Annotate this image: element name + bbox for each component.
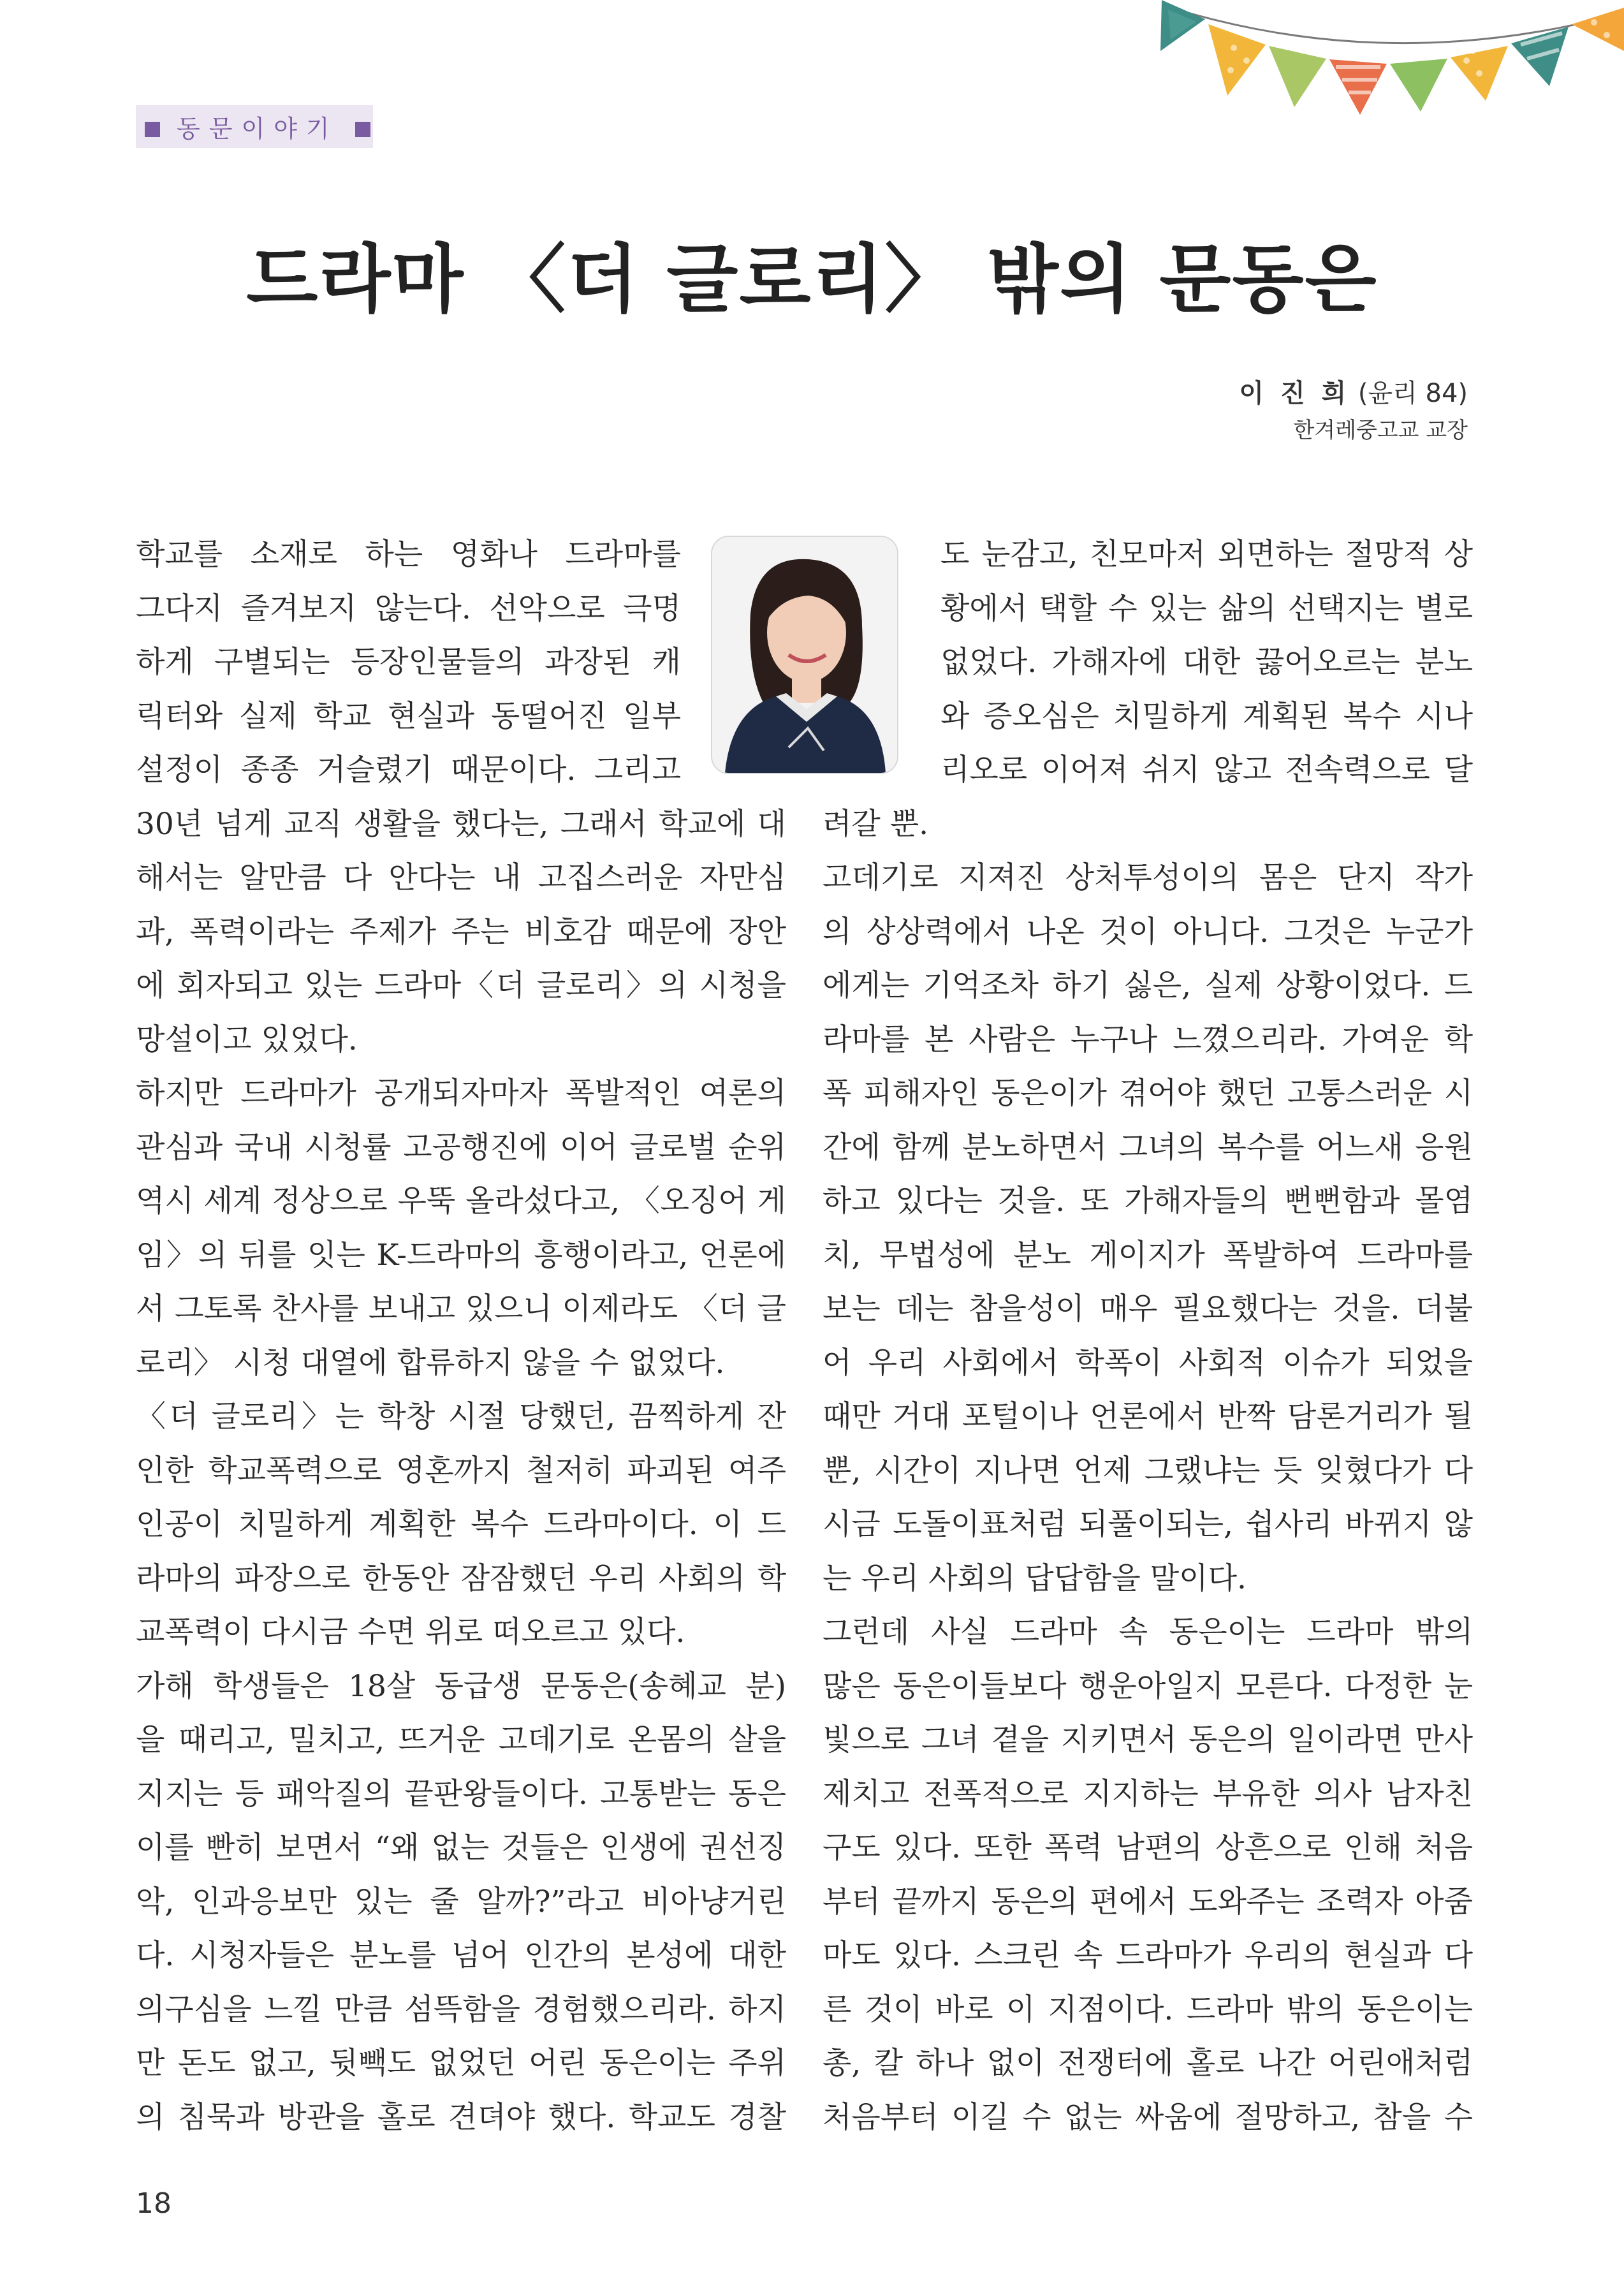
text-line: 에 회자되고 있는 드라마〈더 글로리〉의 시청을 — [136, 968, 786, 1003]
text-line: 하지만 드라마가 공개되자마자 폭발적인 여론의 — [136, 1076, 786, 1111]
section-tag-label: 동문이야기 — [177, 114, 339, 143]
text-line: 간에 함께 분노하면서 그녀의 복수를 어느새 응원 — [823, 1129, 1473, 1165]
text-line: 고데기로 지져진 상처투성이의 몸은 단지 작가 — [823, 860, 1473, 895]
text-line: 학교를 소재로 하는 영화나 드라마를 — [136, 537, 681, 572]
text-line: 이를 빤히 보면서 “왜 없는 것들은 인생에 권선징 — [136, 1830, 786, 1865]
text-line: 임〉의 뒤를 잇는 K-드라마의 흥행이라고, 언론에 — [136, 1237, 786, 1273]
text-line: 라마를 본 사람은 누구나 느꼈으리라. 가여운 학 — [823, 1022, 1473, 1057]
text-line: 많은 동은이들보다 행운아일지 모른다. 다정한 눈 — [823, 1668, 1473, 1704]
text-line: 릭터와 실제 학교 현실과 동떨어진 일부 — [136, 698, 681, 734]
section-tag — [136, 107, 373, 145]
text-line: 어 우리 사회에서 학폭이 사회적 이슈가 되었을 — [823, 1345, 1473, 1381]
text-line: 설정이 종종 거슬렸기 때문이다. 그리고 — [136, 752, 681, 788]
text-line: 그런데 사실 드라마 속 동은이는 드라마 밖의 — [823, 1615, 1473, 1650]
page-number: 18 — [136, 2187, 172, 2220]
text-line: 총, 칼 하나 없이 전쟁터에 홀로 나간 어린애처럼 — [823, 2046, 1473, 2081]
text-line: 도 눈감고, 친모마저 외면하는 절망적 상 — [940, 537, 1473, 572]
text-line: 30년 넘게 교직 생활을 했다는, 그래서 학교에 대 — [136, 806, 786, 842]
text-line: 때만 거대 포털이나 언론에서 반짝 담론거리가 될 — [823, 1399, 1473, 1434]
text-line: 시금 도돌이표처럼 되풀이되는, 쉽사리 바뀌지 않 — [823, 1507, 1473, 1542]
text-line: 구도 있다. 또한 폭력 남편의 상흔으로 인해 처음 — [823, 1830, 1473, 1865]
text-line: 만 돈도 없고, 뒷빽도 없었던 어린 동은이는 주위 — [136, 2046, 786, 2081]
text-line: 보는 데는 참을성이 매우 필요했다는 것을. 더불 — [823, 1291, 1473, 1326]
text-line: 인한 학교폭력으로 영혼까지 철저히 파괴된 여주 — [136, 1453, 786, 1488]
text-line: 망설이고 있었다. — [136, 1022, 358, 1057]
text-line: 그다지 즐겨보지 않는다. 선악으로 극명 — [136, 590, 681, 626]
text-line: 라마의 파장으로 한동안 잠잠했던 우리 사회의 학 — [136, 1560, 786, 1596]
text-line: 빛으로 그녀 곁을 지키면서 동은의 일이라면 만사 — [823, 1722, 1473, 1757]
text-line: 려갈 뿐. — [823, 806, 929, 842]
left-column — [136, 528, 786, 2145]
text-line: 을 때리고, 밀치고, 뜨거운 고데기로 온몸의 살을 — [136, 1722, 786, 1757]
text-line: 과, 폭력이라는 주제가 주는 비호감 때문에 장안 — [136, 914, 786, 950]
text-line: 른 것이 바로 이 지점이다. 드라마 밖의 동은이는 — [823, 1991, 1473, 2027]
text-line: 지지는 등 패악질의 끝판왕들이다. 고통받는 동은 — [136, 1776, 786, 1812]
author-affiliation: (윤리 84) — [1357, 379, 1468, 408]
text-line: 제치고 전폭적으로 지지하는 부유한 의사 남자친 — [823, 1776, 1473, 1812]
article-title: 드라마 〈더 글로리〉 밖의 문동은 — [246, 237, 1378, 323]
text-line: 의 상상력에서 나온 것이 아니다. 그것은 누군가 — [823, 914, 1473, 950]
right-column — [823, 528, 1473, 2145]
text-line: 황에서 택할 수 있는 삶의 선택지는 별로 — [940, 590, 1473, 626]
text-line: 에게는 기억조차 하기 싫은, 실제 상황이었다. 드 — [823, 968, 1473, 1003]
text-line: 로리〉 시청 대열에 합류하지 않을 수 없었다. — [136, 1345, 725, 1381]
author-byline — [1239, 375, 1468, 449]
text-line: 마도 있다. 스크린 속 드라마가 우리의 현실과 다 — [823, 1938, 1473, 1973]
text-line: 역시 세계 정상으로 우뚝 올라섰다고, 〈오징어 게 — [136, 1184, 786, 1219]
text-line: 서 그토록 찬사를 보내고 있으니 이제라도 〈더 글 — [136, 1291, 786, 1326]
square-bullet-icon — [355, 122, 370, 137]
text-line: 다. 시청자들은 분노를 넘어 인간의 본성에 대한 — [136, 1938, 786, 1973]
text-line: 하게 구별되는 등장인물들의 과장된 캐 — [136, 645, 681, 680]
text-line: 는 우리 사회의 답답함을 말이다. — [823, 1560, 1247, 1596]
text-line: 〈더 글로리〉는 학창 시절 당했던, 끔찍하게 잔 — [136, 1399, 786, 1434]
author-position: 한겨레중고교 교장 — [1293, 418, 1468, 443]
text-line: 와 증오심은 치밀하게 계획된 복수 시나 — [940, 698, 1473, 734]
text-line: 처음부터 이길 수 없는 싸움에 절망하고, 참을 수 — [823, 2099, 1473, 2135]
square-bullet-icon — [145, 122, 160, 137]
text-line: 인공이 치밀하게 계획한 복수 드라마이다. 이 드 — [136, 1507, 786, 1542]
text-line: 교폭력이 다시금 수면 위로 떠오르고 있다. — [136, 1615, 685, 1650]
text-line: 가해 학생들은 18살 동급생 문동은(송혜교 분) — [136, 1668, 786, 1704]
text-line: 뿐, 시간이 지나면 언제 그랬냐는 듯 잊혔다가 다 — [823, 1453, 1473, 1488]
text-line: 의 침묵과 방관을 홀로 견뎌야 했다. 학교도 경찰 — [136, 2099, 786, 2135]
text-line: 리오로 이어져 쉬지 않고 전속력으로 달 — [940, 752, 1473, 788]
text-line: 하고 있다는 것을. 또 가해자들의 뻔뻔함과 몰염 — [823, 1184, 1473, 1219]
text-line: 악, 인과응보만 있는 줄 알까?”라고 비아냥거린 — [136, 1884, 786, 1919]
author-name: 이 진 희 — [1239, 379, 1350, 408]
text-line: 의구심을 느낄 만큼 섬뜩함을 경험했으리라. 하지 — [136, 1991, 786, 2027]
text-line: 폭 피해자인 동은이가 겪어야 했던 고통스러운 시 — [823, 1076, 1473, 1111]
text-line: 해서는 알만큼 다 안다는 내 고집스러운 자만심 — [136, 860, 786, 895]
text-line: 치, 무법성에 분노 게이지가 폭발하여 드라마를 — [823, 1237, 1473, 1273]
text-line: 관심과 국내 시청률 고공행진에 이어 글로벌 순위 — [136, 1129, 786, 1165]
text-line: 부터 끝까지 동은의 편에서 도와주는 조력자 아줌 — [823, 1884, 1473, 1919]
text-line: 없었다. 가해자에 대한 끓어오르는 분노 — [940, 645, 1473, 680]
